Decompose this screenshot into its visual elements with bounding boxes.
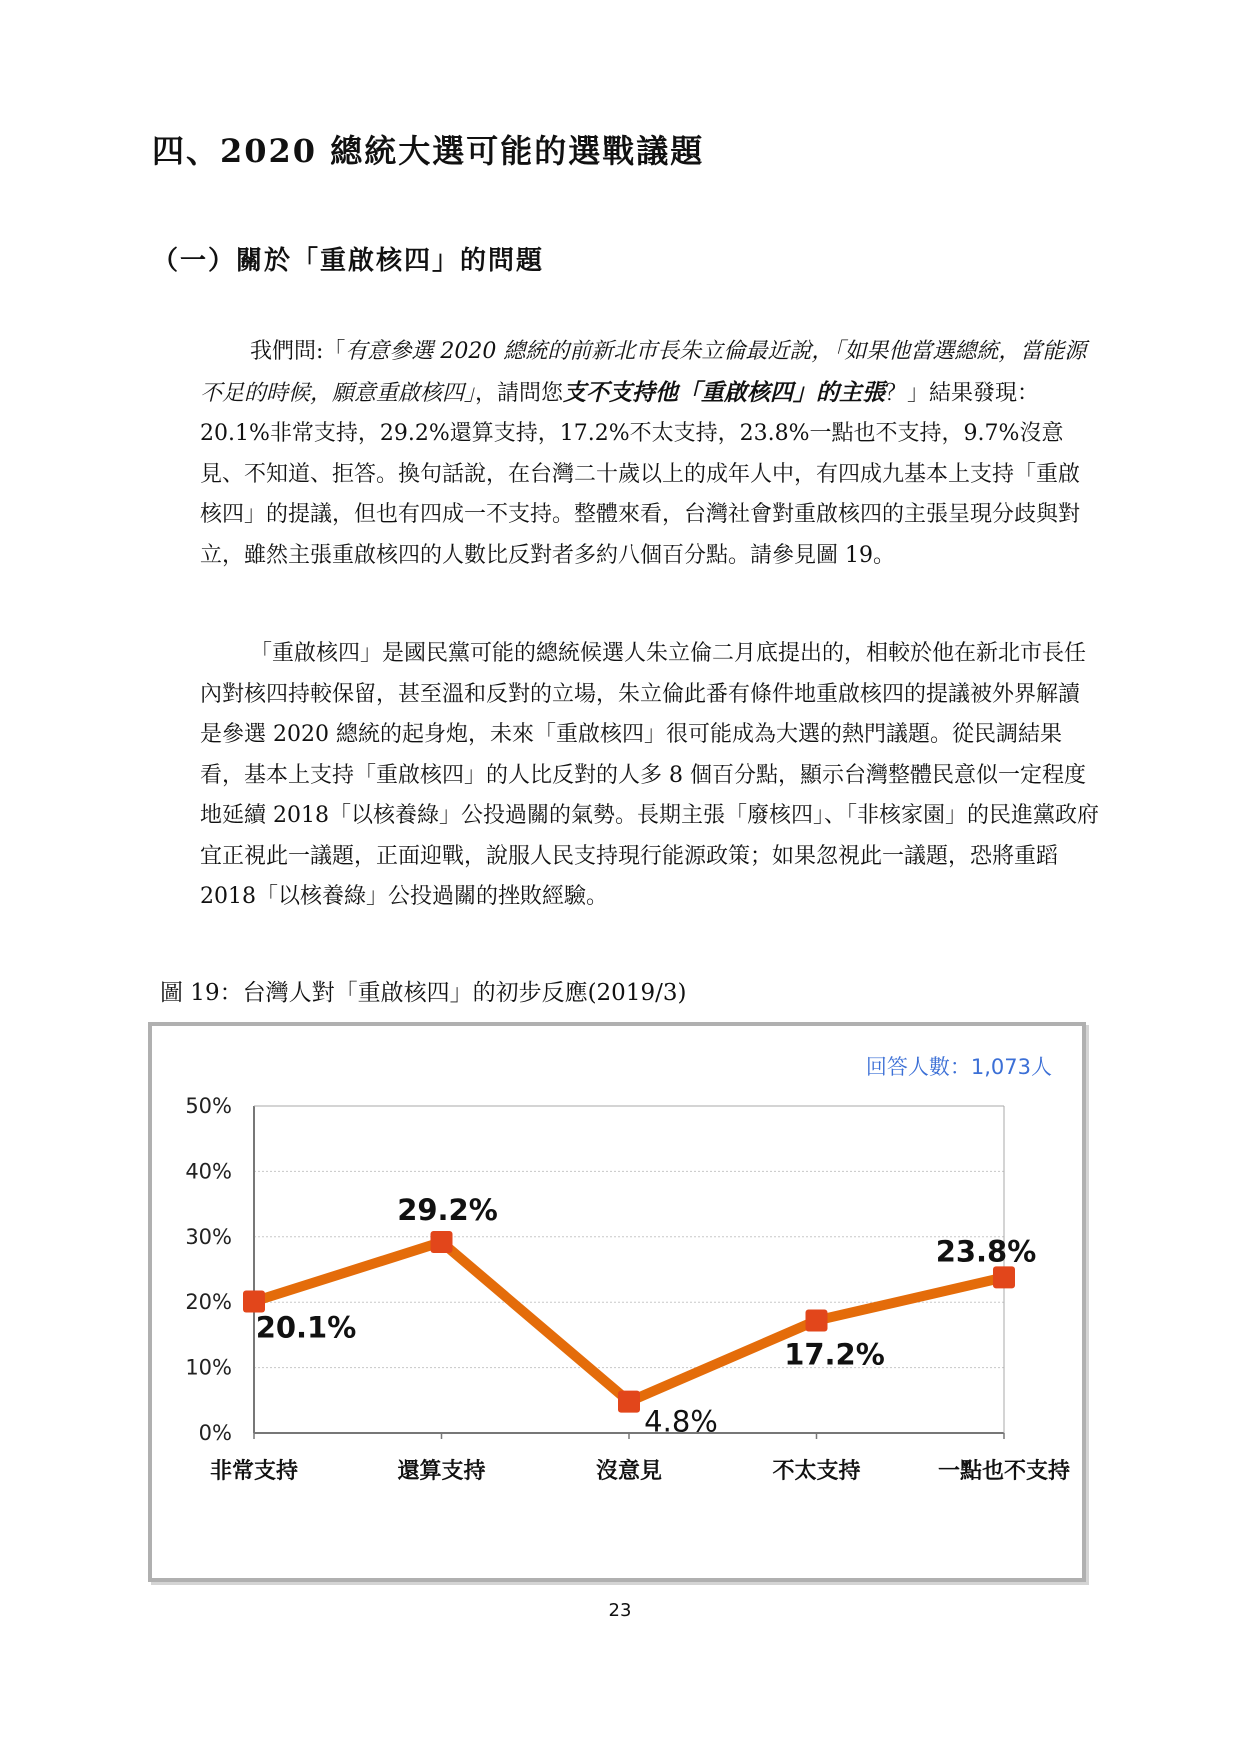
figure-caption: 圖 19：台灣人對「重啟核四」的初步反應(2019/3)	[160, 980, 687, 1006]
y-tick-label: 20%	[185, 1290, 232, 1315]
question-quote: 有意參選 2020 總統的前新北市長朱立倫最近說，「如果他當選總統，當能源不足的時候，願意重啟核四」	[200, 339, 1087, 406]
data-point-marker	[618, 1391, 640, 1413]
x-category-label: 還算支持	[397, 1459, 486, 1484]
y-tick-label: 10%	[185, 1355, 232, 1380]
data-point-marker	[243, 1291, 265, 1313]
x-category-label: 一點也不支持	[937, 1459, 1071, 1484]
y-tick-label: 30%	[185, 1224, 232, 1249]
respondent-count: 回答人數：1,073人	[865, 1055, 1052, 1079]
paragraph-2	[200, 634, 1100, 918]
page-number: 23	[608, 1600, 632, 1621]
x-category-label: 非常支持	[209, 1459, 299, 1484]
x-category-label: 沒意見	[595, 1459, 663, 1484]
y-tick-label: 40%	[185, 1159, 232, 1184]
data-label: 4.8%	[644, 1404, 718, 1439]
data-point-marker	[431, 1231, 453, 1253]
results-text: 結果發現：20.1%非常支持，29.2%還算支持，17.2%不太支持，23.8%一點也不支持，9.7%沒意見、不知道、拒答。換句話說，在台灣二十歲以上的成年人中，有四成九基本上支持「重啟核四」的提議，但也有四成一不支持。整體來看，台灣社會對重啟核四的主張呈現分歧與對立，雖然主張重啟核四的人數比反對者多約八個百分點。請參見圖 19。	[200, 380, 1081, 568]
series-line	[254, 1242, 1004, 1402]
line-chart	[152, 1026, 1082, 1578]
data-point-marker	[806, 1310, 828, 1332]
data-label: 20.1%	[255, 1310, 357, 1345]
paragraph-1	[200, 332, 1100, 576]
subsection-heading: （一）關於「重啟核四」的問題	[152, 246, 545, 276]
data-label: 29.2%	[397, 1193, 498, 1228]
question-mid: ，請問您	[475, 380, 564, 406]
chart-frame	[148, 1022, 1086, 1582]
question-focus: 支不支持他「重啟核四」的主張	[563, 379, 886, 406]
data-label: 17.2%	[784, 1337, 885, 1372]
data-label: 23.8%	[935, 1234, 1037, 1269]
question-end: ？」	[885, 380, 930, 406]
y-tick-label: 50%	[185, 1094, 232, 1118]
data-point-marker	[993, 1266, 1015, 1288]
question-lead: 我們問:「	[250, 339, 346, 364]
x-category-label: 不太支持	[772, 1459, 861, 1484]
commentary-text: 「重啟核四」是國民黨可能的總統候選人朱立倫二月底提出的，相較於他在新北市長任內對核四持較保留，甚至溫和反對的立場，朱立倫此番有條件地重啟核四的提議被外界解讀是參選 2020 總統的起身炮，未來「重啟核四」很可能成為大選的熱門議題。從民調結果看，基本上支持「重啟核四」的人比反對的人多 8 個百分點，顯示台灣整體民意似一定程度地延續 2018「以核養綠」公投過關的氣勢。長期主張「廢核四」、「非核家園」的民進黨政府宜正視此一議題，正面迎戰，說服人民支持現行能源政策；如果忽視此一議題，恐將重蹈 2018「以核養綠」公投過關的挫敗經驗。	[200, 641, 1099, 909]
y-tick-label: 0%	[198, 1421, 232, 1445]
section-heading: 四、2020 總統大選可能的選戰議題	[152, 132, 705, 170]
